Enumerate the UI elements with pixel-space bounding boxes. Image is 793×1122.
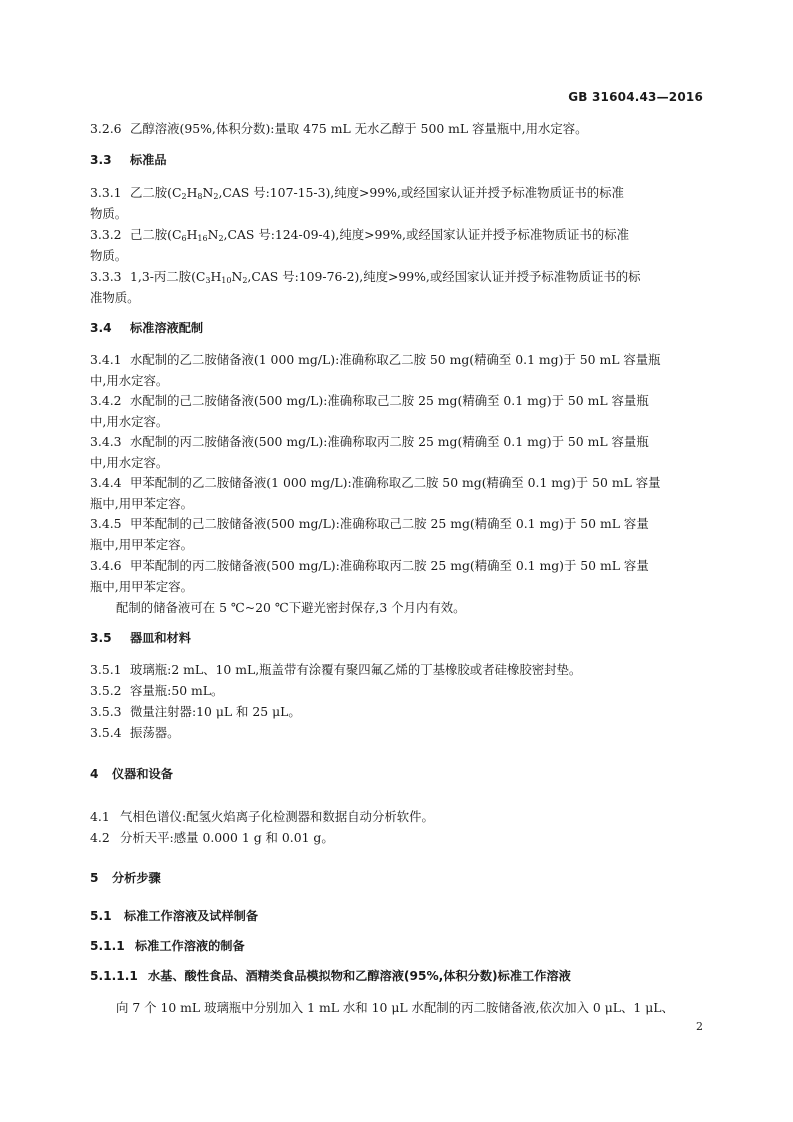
clause-3-5-2: 3.5.2 容量瓶:50 mL。	[90, 683, 224, 698]
standard-number: GB 31604.43—2016	[568, 90, 703, 104]
clause-3-5-1: 3.5.1 玻璃瓶:2 mL、10 mL,瓶盖带有涂覆有聚四氟乙烯的丁基橡胶或者硅橡胶密封垫。	[90, 662, 582, 677]
clause-3-4-3: 3.4.3 水配制的丙二胺储备液(500 mg/L):准确称取丙二胺 25 mg(精确至 0.1 mg)于 50 mL 容量瓶	[90, 434, 649, 449]
clause-3-3-2-cont: 物质。	[90, 248, 128, 263]
clause-3-2-6: 3.2.6 乙醇溶液(95%,体积分数):量取 475 mL 无水乙醇于 500 mL 容量瓶中,用水定容。	[90, 121, 588, 136]
clause-3-3-3: 3.3.3 1,3-丙二胺($C_3H_{10}N_2,CAS$ 号:109-76-2),纯度>99%,或经国家认证并授予标准物质证书的标	[90, 269, 641, 285]
clause-3-4-2: 3.4.2 水配制的己二胺储备液(500 mg/L):准确称取己二胺 25 mg(精确至 0.1 mg)于 50 mL 容量瓶	[90, 393, 649, 408]
section-5-1-1-heading: 5.1.1 标准工作溶液的制备	[90, 939, 245, 953]
section-3-3-heading: 3.3 标准品	[90, 153, 167, 167]
section-5-1-1-1-heading: 5.1.1.1 水基、酸性食品、酒精类食品模拟物和乙醇溶液(95%,体积分数)标准工作溶液	[90, 969, 571, 983]
clause-3-4-2-cont: 中,用水定容。	[90, 414, 169, 429]
clause-3-5-3: 3.5.3 微量注射器:10 μL 和 25 μL。	[90, 704, 301, 719]
clause-3-5-4: 3.5.4 振荡器。	[90, 725, 180, 740]
page-number: 2	[696, 1020, 703, 1033]
section-4-heading: 4 仪器和设备	[90, 767, 173, 781]
clause-3-4-1: 3.4.1 水配制的乙二胺储备液(1 000 mg/L):准确称取乙二胺 50 mg(精确至 0.1 mg)于 50 mL 容量瓶	[90, 352, 661, 367]
clause-3-4-5: 3.4.5 甲苯配制的己二胺储备液(500 mg/L):准确称取己二胺 25 mg(精确至 0.1 mg)于 50 mL 容量	[90, 516, 649, 531]
clause-3-4-1-cont: 中,用水定容。	[90, 373, 169, 388]
section-5-heading: 5 分析步骤	[90, 871, 161, 885]
procedure-paragraph: 向 7 个 10 mL 玻璃瓶中分别加入 1 mL 水和 10 μL 水配制的丙二胺储备液,依次加入 0 μL、1 μL、	[116, 1000, 674, 1015]
section-3-5-heading: 3.5 器皿和材料	[90, 631, 191, 645]
clause-3-3-3-cont: 准物质。	[90, 290, 140, 305]
clause-3-4-4: 3.4.4 甲苯配制的乙二胺储备液(1 000 mg/L):准确称取乙二胺 50 mg(精确至 0.1 mg)于 50 mL 容量	[90, 475, 661, 490]
clause-3-4-3-cont: 中,用水定容。	[90, 455, 169, 470]
clause-3-3-1: 3.3.1 乙二胺($C_2H_8N_2,CAS$ 号:107-15-3),纯度>99%,或经国家认证并授予标准物质证书的标准	[90, 185, 624, 201]
section-3-4-heading: 3.4 标准溶液配制	[90, 321, 204, 335]
clause-3-3-2: 3.3.2 己二胺($C_6H_{16}N_2,CAS$ 号:124-09-4),纯度>99%,或经国家认证并授予标准物质证书的标准	[90, 227, 630, 243]
clause-3-4-5-cont: 瓶中,用甲苯定容。	[90, 537, 194, 552]
clause-3-4-6-cont: 瓶中,用甲苯定容。	[90, 579, 194, 594]
clause-4-2: 4.2 分析天平:感量 0.000 1 g 和 0.01 g。	[90, 830, 334, 845]
clause-3-4-4-cont: 瓶中,用甲苯定容。	[90, 496, 194, 511]
clause-3-3-1-cont: 物质。	[90, 206, 128, 221]
clause-4-1: 4.1 气相色谱仪:配氢火焰离子化检测器和数据自动分析软件。	[90, 809, 434, 824]
section-5-1-heading: 5.1 标准工作溶液及试样制备	[90, 909, 259, 923]
storage-note: 配制的储备液可在 5 ℃~20 ℃下避光密封保存,3 个月内有效。	[116, 600, 466, 615]
clause-3-4-6: 3.4.6 甲苯配制的丙二胺储备液(500 mg/L):准确称取丙二胺 25 mg(精确至 0.1 mg)于 50 mL 容量	[90, 558, 649, 573]
